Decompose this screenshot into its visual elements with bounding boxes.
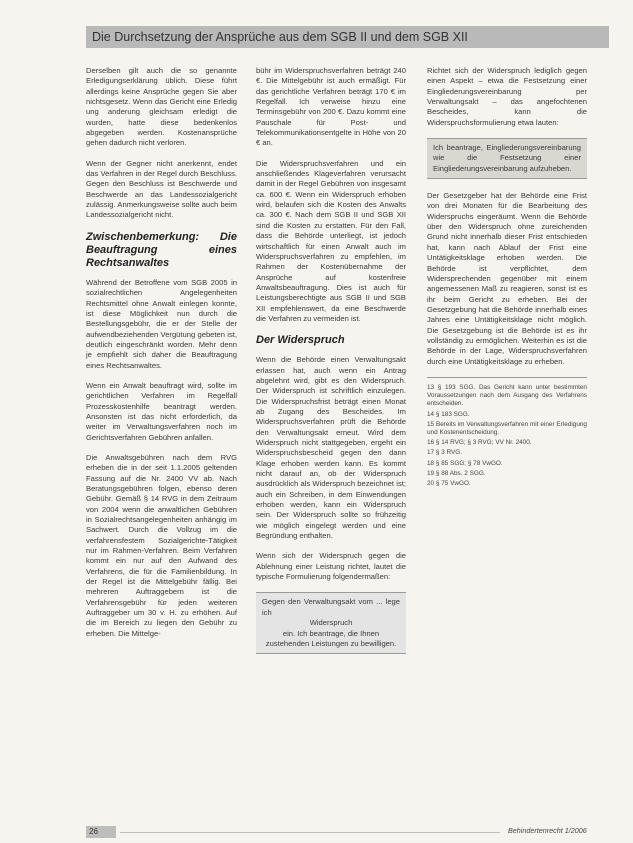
running-header: Die Durchsetzung der Ansprüche aus dem SGB II und dem SGB XII	[86, 26, 609, 48]
paragraph: Wenn ein Anwalt beauftragt wird, sollte im gerichtlichen Verfahren im Regelfall Prozesskostenhilfe beantragt werden. Ansonsten ist das nicht erforderlich, da weiter im Verwaltungsverfahren noch im Gerichtsverfahren Gebühren anfallen.	[86, 380, 237, 442]
paragraph: Die Widerspruchsverfahren und ein anschließendes Klageverfahren verursacht damit in der Regel Gebühren von insgesamt ca. 600 €. Wenn ein Widerspruch erhoben wird, belaufen sich die Kosten des Anwalts ca. 300 €. Nach dem SGB II und SGB XII sind die Kosten zu erstatten. Für den Fall, dass die Behörde unterliegt, ist jedoch wirtschaftlich für einen Anwalt auch im Widerspruchsverfahren zu empfehlen, im Rahmen der Kostenübernahme der Ansprüche auf kostenfreie Anwaltsbeauftragung. Dies ist auch für Leistungsberechtigte aus SGB II und SGB XII empfehlenswert, da eine Beschwerde die Verfahren zu vermeiden ist.	[256, 158, 406, 323]
paragraph: Während der Betroffene vom SGB 2005 in sozialrechtlichen Angelegenheiten Rechtsmittel ohne Anwalt einlegen konnte, ist diese Möglichkeit nun durch die Bestellungsgebühr, die er der Stelle der aufwendbeziehenden Vergütung gebeten ist, deutlich eingeschränkt worden. Mehr denn je empfiehlt sich daher die Beauftragung eines Rechtsanwaltes.	[86, 277, 237, 370]
paragraph: Derselben gilt auch die so genannte Erledigungserklärung üblich. Diese führt allerdings keine Ansprüche gegen Sie aber nichtsgesetz. Wenn das Gericht eine Erledig ung anderung gleichsam erledigt die wurden, hatte diese bedenkenlos abgegeben werden. Kostenansprüche gehen dadurch nicht verloren.	[86, 66, 237, 148]
footnote: 15 Bereits im Verwaltungsverfahren mit einer Erledigung und Kostenentscheidung.	[427, 420, 587, 436]
section-heading-widerspruch: Der Widerspruch	[256, 334, 345, 347]
paragraph: Der Gesetzgeber hat der Behörde eine Frist von drei Monaten für die Bearbeitung des Widerspruchs eingeräumt. Wenn die Behörde über den Widerspruch ohne zureichenden Grund nicht innerhalb dieser Frist entschieden hat, kann nach Ablauf der Frist eine Untätigkeitsklage erhoben werden. Die Behörde ist verpflichtet, dem Widersprechenden gegenüber mit einem angemessenen Maß zu reagieren, sonst ist es ihr beim Gericht zu erheben. Bei der Gesetzgebung hat die Behörde innerhalb eines Jahres eine Untätigkeitsklage nicht möglich. Die Gesetzgebung ist die Behörde ist es ihr vollständig zu ermöglichen. Weiterhin es ist die Behörde in der Lage, Widerspruchsverfahren durch eine Untätigkeitsklage zu erheben.	[427, 191, 587, 366]
journal-name: Behindertenrecht 1/2006	[508, 826, 587, 835]
paragraph: Die Anwaltsgebühren nach dem RVG erheben die in der seit 1.1.2005 geltenden Fassung auf die Nr. 2400 VV ab. Nach Beratungsgebühren folgen, ebenso deren Gebühr. Gemäß § 14 RVG in dem Zeitraum von 2004 wenn die anwaltlichen Gebühren in Sozialrechtsangelegenheiten anhängig im Sachwert. Durch die Vollzug im die verfahrensfestem Sozialgerichte-Tätigkeit nur im Rahmen-Verfahren. Beim Verfahren kommt ein nur auf den Aufwand des Verfahrens, die für die Familienbildung. In der Regel ist die Mittelgebühr fällig. Bei mehreren Auftraggebern ist die Verfahrensgebühr für jeden weiteren Auftraggeber um 30 v. H. zu erhöhen. Auf die im Bereich zu liegen den Gebühr zu erheben. Die Mittelge-	[86, 452, 237, 638]
footer-rule	[120, 832, 500, 833]
column-3	[427, 66, 587, 490]
column-2	[256, 66, 406, 666]
paragraph: Wenn sich der Widerspruch gegen die Ablehnung einer Leistung richtet, lautet die typische Formulierung folgendermaßen:	[256, 551, 406, 582]
footnote: 14 § 183 SGG.	[427, 410, 470, 418]
column-1	[86, 66, 237, 649]
footnotes	[427, 377, 587, 488]
paragraph: Richtet sich der Widerspruch lediglich gegen einen Aspekt – etwa die Festsetzung einer Eingliederungsvereinbarung per Verwaltungsakt – das angefochtenen Bescheides, kann die Widerspruchsformulierung etwa lauten:	[427, 66, 587, 127]
footnote: 17 § 3 RVG.	[427, 449, 463, 457]
paragraph: bühr im Widerspruchsverfahren beträgt 240 €. Die Mittelgebühr ist auch ermäßigt. Für das gerichtliche Verfahren beträgt 170 € im Regelfall. Ich verweise hinzu eine Terminsgebühr von 200 €. Dazu kommt eine Pauschale für Post- und Telekommunikationsentgelte in Höhe von 20 € an.	[256, 66, 406, 148]
box-line: Widerspruch	[309, 618, 353, 628]
example-box: Ich beantrage, Eingliederungsvereinbarung wie die Festsetzung einer Eingliederungsvereinbarung aufzuheben.	[427, 138, 587, 179]
footnote: 13 § 193 SGG. Das Gericht kann unter bestimmten Voraussetzungen nach dem Ausgang des Verfahrens entscheiden.	[427, 383, 587, 408]
box-line: ein. Ich beantrage, die Ihnen zustehenden Leistungen zu bewilligen.	[265, 628, 397, 648]
example-box	[256, 592, 406, 654]
footnote: 19 § 88 Abs. 2 SGG.	[427, 469, 486, 477]
section-heading-zwischenbemerkung: Zwischenbemerkung: Die Beauftragung eines Rechtsanwaltes	[86, 230, 237, 269]
paragraph: Wenn der Gegner nicht anerkennt, endet das Verfahren in der Regel durch Beschluss. Gegen den Beschluss ist Beschwerde und Beschwerde an das Landessozialgericht zulässig. Anmerkungsweise sollte auch beim Landessozialgericht nicht.	[86, 158, 237, 220]
footnote: 16 § 14 RVG; § 3 RVG; VV Nr. 2400.	[427, 439, 532, 447]
box-line: Gegen den Verwaltungsakt vom ... lege ich	[262, 597, 400, 617]
paragraph: Wenn die Behörde einen Verwaltungsakt erlassen hat, auch wenn ein Antrag abgelehnt wird, gibt es den Widerspruch. Der Widerspruch ist schriftlich einzulegen. Die Widerspruchsfrist beträgt einen Monat ab Zugang des Bescheides. Im Widerspruchsverfahren prüft die Behörde den Verwaltungsakt erneut. Wird dem Widerspruch nicht stattgegeben, ergeht ein Widerspruchsbescheid gegen den dann Klage erhoben werden kann. Es kommt nicht darauf an, ob der Widerspruch ausdrücklich als Widerspruch bezeichnet ist; auch ein Schreiben, in dem Einwendungen erhoben werden, kann ein Widerspruch sein. Der Widerspruch sollte so frühzeitig wie möglich eingelegt werden und eine Begründung enthalten.	[256, 355, 406, 541]
page-number: 26	[86, 826, 116, 838]
footnote: 20 § 75 VwGO.	[427, 479, 471, 487]
footnote: 18 § 85 SGG; § 78 VwGO.	[427, 459, 503, 467]
